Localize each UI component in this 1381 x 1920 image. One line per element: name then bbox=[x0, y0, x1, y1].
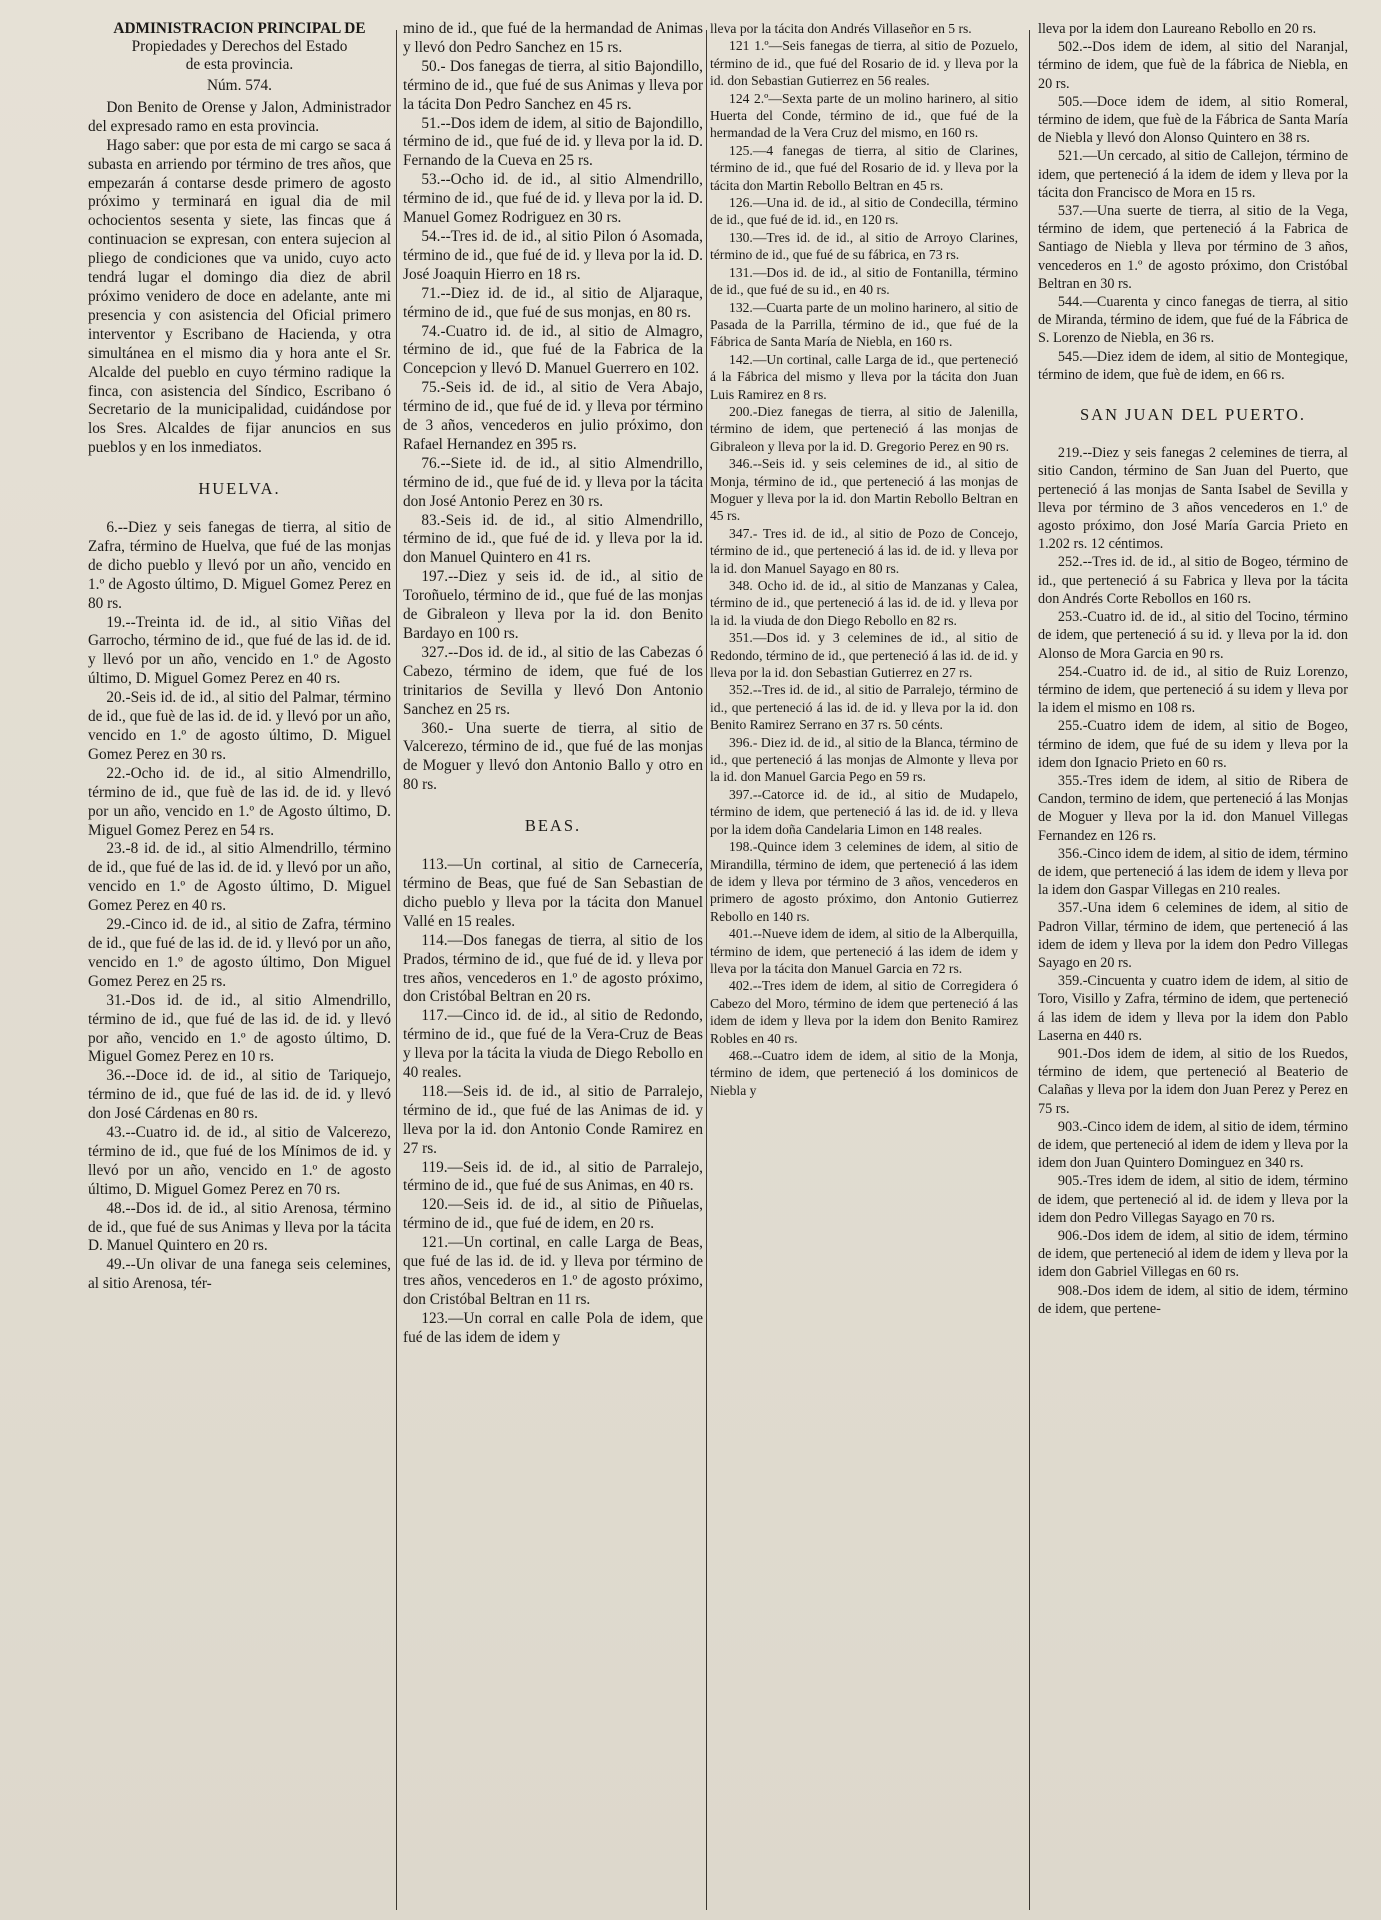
entries-list bbox=[88, 519, 391, 1294]
entries-list bbox=[403, 58, 703, 795]
header-line-3: de esta provincia. bbox=[185, 56, 294, 73]
property-entry: 53.--Ocho id. de id., al sitio Almendrillo, término de id., que fué de id. y lleva por la id. D. Manuel Gomez Rodriguez en 30 rs. bbox=[403, 171, 703, 227]
notice-body: Hago saber: que por esta de mi cargo se saca á subasta en arriendo por término de tres años, que empezarán á contarse desde primero de agosto próximo y terminará en igual dia de mil ochocientos sesenta y siete, las fincas que á continuacion se expresan, con entera sujecion al pliego de condiciones que va unido, cuyo acto tendrá lugar el domingo dia diez de abril próximo venidero de doce en adelante, ante mi presencia y con asistencia del Oficial primero interventor y Escribano de Hacienda, y otra simultánea en el mismo dia y hora ante el Sr. Alcalde del pueblo en cuyo término radique la finca, con asistencia del Síndico, Escribano ó Secretario de la municipalidad, cuidándose por los Sres. Alcaldes de fijar anuncios en sus pueblos y en los inmediatos. bbox=[88, 136, 391, 457]
property-entry: 545.—Diez idem de idem, al sitio de Montegique, término de idem, que fuè de idem, en 66 rs. bbox=[1038, 348, 1348, 383]
property-entry: 121 1.º—Seis fanegas de tierra, al sitio de Pozuelo, término de id., que fué del Rosario de id. y lleva por la id. don Sebastian Gutierrez en 56 reales. bbox=[710, 38, 1018, 89]
header-line-2: Propiedades y Derechos del Estado bbox=[131, 38, 348, 55]
column-rule bbox=[396, 30, 397, 1910]
property-entry: 198.-Quince idem 3 celemines de idem, al sitio de Mirandilla, término de idem, que perteneció á las idem de idem y lleva por término de 3 años, vencederos en primero de agosto próximo, don Antonio Gutierrez Rebollo en 140 rs. bbox=[710, 839, 1018, 924]
property-entry: 255.-Cuatro idem de idem, al sitio de Bogeo, término de idem, que fué de su idem y lleva por la idem don Ignacio Prieto en 60 rs. bbox=[1038, 718, 1348, 771]
property-entry: 119.—Seis id. de id., al sitio de Parralejo, término de id., que fué de sus Animas, en 40 rs. bbox=[403, 1158, 703, 1195]
property-entry: 36.--Doce id. de id., al sitio de Tariquejo, término de id., que fué de las id. de id. y llevó don José Cárdenas en 80 rs. bbox=[88, 1067, 391, 1123]
column-4 bbox=[1038, 20, 1348, 1910]
property-entry: 48.--Dos id. de id., al sitio Arenosa, término de id., que fué de sus Animas y lleva por la tácita D. Manuel Quintero en 20 rs. bbox=[88, 1199, 391, 1255]
property-entry: 121.—Un cortinal, en calle Larga de Beas, que fué de las id. de id. y lleva por término de tres años, vencederos en 1.º de agosto próximo, don Cristóbal Beltran en 11 rs. bbox=[403, 1234, 703, 1308]
property-entry: 114.—Dos fanegas de tierra, al sitio de los Prados, término de id., que fué de id. y lleva por tres años, vencederos en 1.º de agosto próximo, don Cristóbal Beltran en 20 rs. bbox=[403, 931, 703, 1006]
property-entry: 131.—Dos id. de id., al sitio de Fontanilla, término de id., que fué de su id., en 40 rs. bbox=[710, 264, 1018, 298]
property-entry: 130.—Tres id. de id., al sitio de Arroyo Clarines, término de id., que fué de su fábrica, en 73 rs. bbox=[710, 229, 1018, 263]
property-entry: 126.—Una id. de id., al sitio de Condecilla, término de id., que fué de id. id., en 120 rs. bbox=[710, 195, 1018, 228]
property-entry: 117.—Cinco id. de id., al sitio de Redondo, término de id., que fué de la Vera-Cruz de Beas y lleva por la tácita la viuda de Diego Rebollo en 40 reales. bbox=[403, 1007, 703, 1082]
property-entry: 352.--Tres id. de id., al sitio de Parralejo, término de id., que perteneció á las id. de id. y lleva por la id. don Benito Ramirez Serrano en 37 rs. 50 cénts. bbox=[710, 682, 1018, 733]
property-entry: 901.-Dos idem de idem, al sitio de los Ruedos, término de idem, que perteneció al Beaterio de Calañas y lleva por la idem don Juan Perez y Perez en 75 rs. bbox=[1038, 1045, 1348, 1117]
property-entry: 347.- Tres id. de id., al sitio de Pozo de Concejo, término de id., que perteneció á las id. de id. y lleva por la id. don Manuel Sayago en 80 rs. bbox=[710, 525, 1018, 576]
property-entry: 253.-Cuatro id. de id., al sitio del Tocino, término de idem, que perteneció á su id. y lleva por la id. don Alonso de Mora Garcia en 90 rs. bbox=[1038, 609, 1348, 662]
property-entry: 23.-8 id. de id., al sitio Almendrillo, término de id., que fué de las id. de id. y llevó por un año, vencido en 1.º de Agosto último, D. Miguel Gomez Perez en 40 rs. bbox=[88, 840, 391, 915]
notice-number: Núm. 574. bbox=[206, 77, 272, 94]
property-entry: 200.-Diez fanegas de tierra, al sitio de Jalenilla, término de idem, que perteneció á las monjas de Gibraleon y lleva por la id. D. Gregorio Perez en 90 rs. bbox=[710, 403, 1018, 454]
property-entry: 22.-Ocho id. de id., al sitio Almendrillo, término de id., que fuè de las id. de id. y llevó por un año, vencido en 1.º de Agosto último, D. Miguel Gomez Perez en 54 rs. bbox=[88, 764, 391, 839]
column-2 bbox=[403, 20, 703, 1910]
header-title: ADMINISTRACION PRINCIPAL DE bbox=[113, 20, 366, 37]
property-entry: 505.—Doce idem de idem, al sitio Romeral, término de idem, que fuè de la Fábrica de Santa María de Niebla y llevó don Alonso Quintero en 38 rs. bbox=[1038, 93, 1348, 147]
column-1 bbox=[88, 20, 391, 1910]
property-entry: 346.--Seis id. y seis celemines de id., al sitio de Monja, término de id., que perteneció á las monjas de Moguer y lleva por la id. don Martin Rebollo Beltran en 45 rs. bbox=[710, 456, 1018, 524]
entries-list bbox=[403, 856, 703, 1348]
section-heading-beas: BEAS. bbox=[524, 816, 582, 836]
column-rule bbox=[1029, 30, 1030, 1910]
property-entry: 401.--Nueve idem de idem, al sitio de la Alberquilla, término de idem, que perteneció á las idem de idem y lleva por la tácita don Manuel Garcia en 72 rs. bbox=[710, 926, 1018, 976]
property-entry: 50.- Dos fanegas de tierra, al sitio Bajondillo, término de id., que fué de sus Animas y lleva por la tácita Don Pedro Sanchez en 45 rs. bbox=[403, 57, 703, 113]
property-entry: 71.--Diez id. de id., al sitio de Aljaraque, término de id., que fué de sus monjas, en 80 rs. bbox=[403, 284, 703, 321]
property-entry: 908.-Dos idem de idem, al sitio de idem, término de idem, que pertene- bbox=[1038, 1282, 1348, 1317]
continued-text: lleva por la tácita don Andrés Villaseñor en 5 rs. bbox=[710, 21, 972, 36]
entries-list bbox=[1038, 38, 1348, 384]
property-entry: 19.--Treinta id. de id., al sitio Viñas del Garrocho, término de id., que fué de las id. de id. y llevó por un año, vencido en 1.º de Agosto último, D. Miguel Gomez Perez en 40 rs. bbox=[88, 613, 391, 688]
property-entry: 29.-Cinco id. de id., al sitio de Zafra, término de id., que fué de las id. de id. y llevó por un año, vencido en 1.º de agosto último, Don Miguel Gomez Perez en 25 rs. bbox=[88, 916, 391, 990]
property-entry: 537.—Una suerte de tierra, al sitio de la Vega, término de idem, que perteneció á la Fabrica de Santiago de Niebla y lleva por término de 3 años, vencederos en 1.º de agosto próximo, don Cristóbal Beltran en 30 rs. bbox=[1038, 203, 1348, 292]
property-entry: 74.-Cuatro id. de id., al sitio de Almagro, término de id., que fué de la Fabrica de la Concepcion y llevó D. Manuel Guerrero en 102. bbox=[403, 322, 703, 378]
column-rule bbox=[706, 30, 707, 1910]
property-entry: 75.-Seis id. de id., al sitio de Vera Abajo, término de id., que fué de id. y lleva por término de 3 años, vencederos en julio próximo, don Rafael Hernandez en 395 rs. bbox=[403, 379, 703, 453]
property-entry: 521.—Un cercado, al sitio de Callejon, término de idem, que perteneció á la idem de idem y lleva por la tácita don Francisco de Mora en 15 rs. bbox=[1038, 148, 1348, 201]
property-entry: 49.--Un olivar de una fanega seis celemines, al sitio Arenosa, tér- bbox=[88, 1256, 391, 1293]
property-entry: 356.-Cinco idem de idem, al sitio de idem, término de idem, que perteneció á las idem de idem y lleva por la idem don Gaspar Villegas en 210 reales. bbox=[1038, 845, 1348, 899]
property-entry: 6.--Diez y seis fanegas de tierra, al sitio de Zafra, término de Huelva, que fué de las monjas de dicho pueblo y llevó por un año, vencido en 1.º de Agosto último, D. Miguel Gomez Perez en 80 rs. bbox=[88, 519, 391, 612]
property-entry: 54.--Tres id. de id., al sitio Pilon ó Asomada, término de id., que fué de id. y lleva por la id. D. José Joaquin Hierro en 18 rs. bbox=[403, 227, 703, 283]
entries-list bbox=[710, 37, 1018, 1099]
property-entry: 254.-Cuatro id. de id., al sitio de Ruiz Lorenzo, término de idem, que perteneció á su idem y lleva por la idem el mismo en 108 rs. bbox=[1038, 663, 1348, 717]
property-entry: 197.--Diez y seis id. de id., al sitio de Toroñuelo, término de id., que fué de las monjas de Gibraleon y lleva por la id. don Benito Bardayo en 100 rs. bbox=[403, 568, 703, 642]
continued-text: lleva por la idem don Laureano Rebollo en 20 rs. bbox=[1038, 21, 1317, 37]
property-entry: 402.--Tres idem de idem, al sitio de Corregidera ó Cabezo del Moro, término de idem que perteneció á las idem de idem y lleva por la idem don Benito Ramirez Robles en 40 rs. bbox=[710, 978, 1018, 1046]
continued-text: mino de id., que fué de la hermandad de Animas y llevó don Pedro Sanchez en 15 rs. bbox=[403, 20, 703, 56]
property-entry: 903.-Cinco idem de idem, al sitio de idem, término de idem, que perteneció al idem de idem y lleva por la idem don Juan Quintero Dominguez en 340 rs. bbox=[1038, 1118, 1348, 1172]
property-entry: 360.- Una suerte de tierra, al sitio de Valcerezo, término de id., que fué de las monjas de Moguer y llevó don Antonio Ballo y otro en 80 rs. bbox=[403, 719, 703, 794]
property-entry: 348. Ocho id. de id., al sitio de Manzanas y Calea, término de id., que perteneció á las id. de id. y lleva por la id. la viuda de don Diego Rebollo en 82 rs. bbox=[710, 578, 1018, 628]
property-entry: 544.—Cuarenta y cinco fanegas de tierra, al sitio de Miranda, término de idem, que fué de la Fábrica de S. Lorenzo de Niebla, en 36 rs. bbox=[1038, 294, 1348, 347]
property-entry: 113.—Un cortinal, al sitio de Carnecería, término de Beas, que fué de San Sebastian de dicho pueblo y lleva por la tácita don Manuel Vallé en 15 reales. bbox=[403, 856, 703, 930]
property-entry: 357.-Una idem 6 celemines de idem, al sitio de Padron Villar, término de idem, que perteneció á las idem de idem y lleva por la idem don Pedro Villegas Sayago en 20 rs. bbox=[1038, 900, 1348, 971]
property-entry: 118.—Seis id. de id., al sitio de Parralejo, término de id., que fué de las Animas de id. y lleva por la id. don Antonio Conde Ramirez en 27 rs. bbox=[403, 1082, 703, 1157]
property-entry: 120.—Seis id. de id., al sitio de Piñuelas, término de id., que fué de idem, en 20 rs. bbox=[403, 1196, 703, 1233]
property-entry: 83.-Seis id. de id., al sitio Almendrillo, término de id., que fué de id. y lleva por la id. don Manuel Quintero en 41 rs. bbox=[403, 511, 703, 567]
property-entry: 252.--Tres id. de id., al sitio de Bogeo, término de id., que perteneció á su Fabrica y lleva por la tácita don Andrés Corte Rebollos en 160 rs. bbox=[1038, 554, 1348, 607]
property-entry: 43.--Cuatro id. de id., al sitio de Valcerezo, término de id., que fué de los Mínimos de id. y llevó por un año, vencido en 1.º de agosto último, D. Miguel Gomez Perez en 70 rs. bbox=[88, 1124, 391, 1198]
property-entry: 20.-Seis id. de id., al sitio del Palmar, término de id., que fuè de las id. de id. y llevó por un año, vencido en 1.º de agosto último, D. Miguel Gomez Perez en 30 rs. bbox=[88, 689, 391, 763]
property-entry: 906.-Dos idem de idem, al sitio de idem, término de idem, que perteneció al idem de idem y lleva por la idem don Gabriel Villegas en 60 rs. bbox=[1038, 1228, 1348, 1281]
property-entry: 905.-Tres idem de idem, al sitio de idem, término de idem, que perteneció al id. de idem y lleva por la idem don Pedro Villegas Sayago en 70 rs. bbox=[1038, 1173, 1348, 1226]
property-entry: 132.—Cuarta parte de un molino harinero, al sitio de Pasada de la Parrilla, término de id., que fué de la Fábrica de Santa María de Niebla, en 160 rs. bbox=[710, 299, 1018, 350]
property-entry: 76.--Siete id. de id., al sitio Almendrillo, término de id., que fué de id. y lleva por la tácita don José Antonio Perez en 30 rs. bbox=[403, 454, 703, 510]
column-3 bbox=[710, 20, 1018, 1910]
property-entry: 219.--Diez y seis fanegas 2 celemines de tierra, al sitio Candon, término de San Juan del Puerto, que perteneció á las monjas de Santa Isabel de Sevilla y lleva por término de 3 años vencederos en 1.º de agosto próximo, don José María Garcia Prieto en 1.202 rs. 12 céntimos. bbox=[1038, 445, 1348, 553]
property-entry: 31.-Dos id. de id., al sitio Almendrillo, término de id., que fué de las id. de id. y llevó por año, vencido en 1.º de agosto último, D. Miguel Gomez Perez en 10 rs. bbox=[88, 991, 391, 1066]
property-entry: 351.—Dos id. y 3 celemines de id., al sitio de Redondo, término de id., que perteneció á las id. de id. y lleva por la id. don Sebastian Gutierrez en 27 rs. bbox=[710, 630, 1018, 681]
section-heading-huelva: HUELVA. bbox=[198, 479, 281, 499]
property-entry: 142.—Un cortinal, calle Larga de id., que perteneció á la Fábrica del mismo y lleva por la tácita don Juan Luis Ramirez en 8 rs. bbox=[710, 351, 1018, 402]
property-entry: 51.--Dos idem de idem, al sitio de Bajondillo, término de id., que fué de id. y lleva por la id. D. Fernando de la Cueva en 25 rs. bbox=[403, 114, 703, 170]
notice-header bbox=[88, 20, 391, 74]
section-heading-san-juan-del-puerto: SAN JUAN DEL PUERTO. bbox=[1079, 405, 1307, 425]
property-entry: 502.--Dos idem de idem, al sitio del Naranjal, término de idem, que fuè de la fábrica de Niebla, en 20 rs. bbox=[1038, 39, 1348, 92]
property-entry: 124 2.º—Sexta parte de un molino harinero, al sitio Huerta del Conde, término de id., que fué de la hermandad de la Vera Cruz del mismo, en 160 rs. bbox=[710, 90, 1018, 141]
property-entry: 355.-Tres idem de idem, al sitio de Ribera de Candon, termino de idem, que perteneció á las Monjas de Moguer y lleva por la id. don Manuel Villegas Fernandez en 126 rs. bbox=[1038, 772, 1348, 844]
property-entry: 327.--Dos id. de id., al sitio de las Cabezas ó Cabezo, término de idem, que fué de los trinitarios de Sevilla y llevó Don Antonio Sanchez en 25 rs. bbox=[403, 643, 703, 718]
property-entry: 125.—4 fanegas de tierra, al sitio de Clarines, término de id., que fué del Rosario de id. y lleva por la tácita don Martin Rebollo Beltran en 45 rs. bbox=[710, 142, 1018, 193]
property-entry: 123.—Un corral en calle Pola de idem, que fué de las idem de idem y bbox=[403, 1309, 703, 1346]
property-entry: 396.- Diez id. de id., al sitio de la Blanca, término de id., que perteneció á las monjas de Almonte y lleva por la id. don Manuel Garcia Pego en 59 rs. bbox=[710, 734, 1018, 785]
property-entry: 397.--Catorce id. de id., al sitio de Mudapelo, término de idem, que perteneció á las id. de id. y lleva por la idem doña Candelaria Limon en 148 reales. bbox=[710, 786, 1018, 837]
property-entry: 468.--Cuatro idem de idem, al sitio de la Monja, término de idem, que perteneció á los dominicos de Niebla y bbox=[710, 1047, 1018, 1098]
notice-intro: Don Benito de Orense y Jalon, Administrador del expresado ramo en esta provincia. bbox=[88, 98, 391, 135]
property-entry: 359.-Cincuenta y cuatro idem de idem, al sitio de Toro, Visillo y Zafra, término de idem, que perteneció á las idem de idem y lleva por la idem don Pablo Laserna en 440 rs. bbox=[1038, 973, 1348, 1044]
entries-list bbox=[1038, 444, 1348, 1318]
